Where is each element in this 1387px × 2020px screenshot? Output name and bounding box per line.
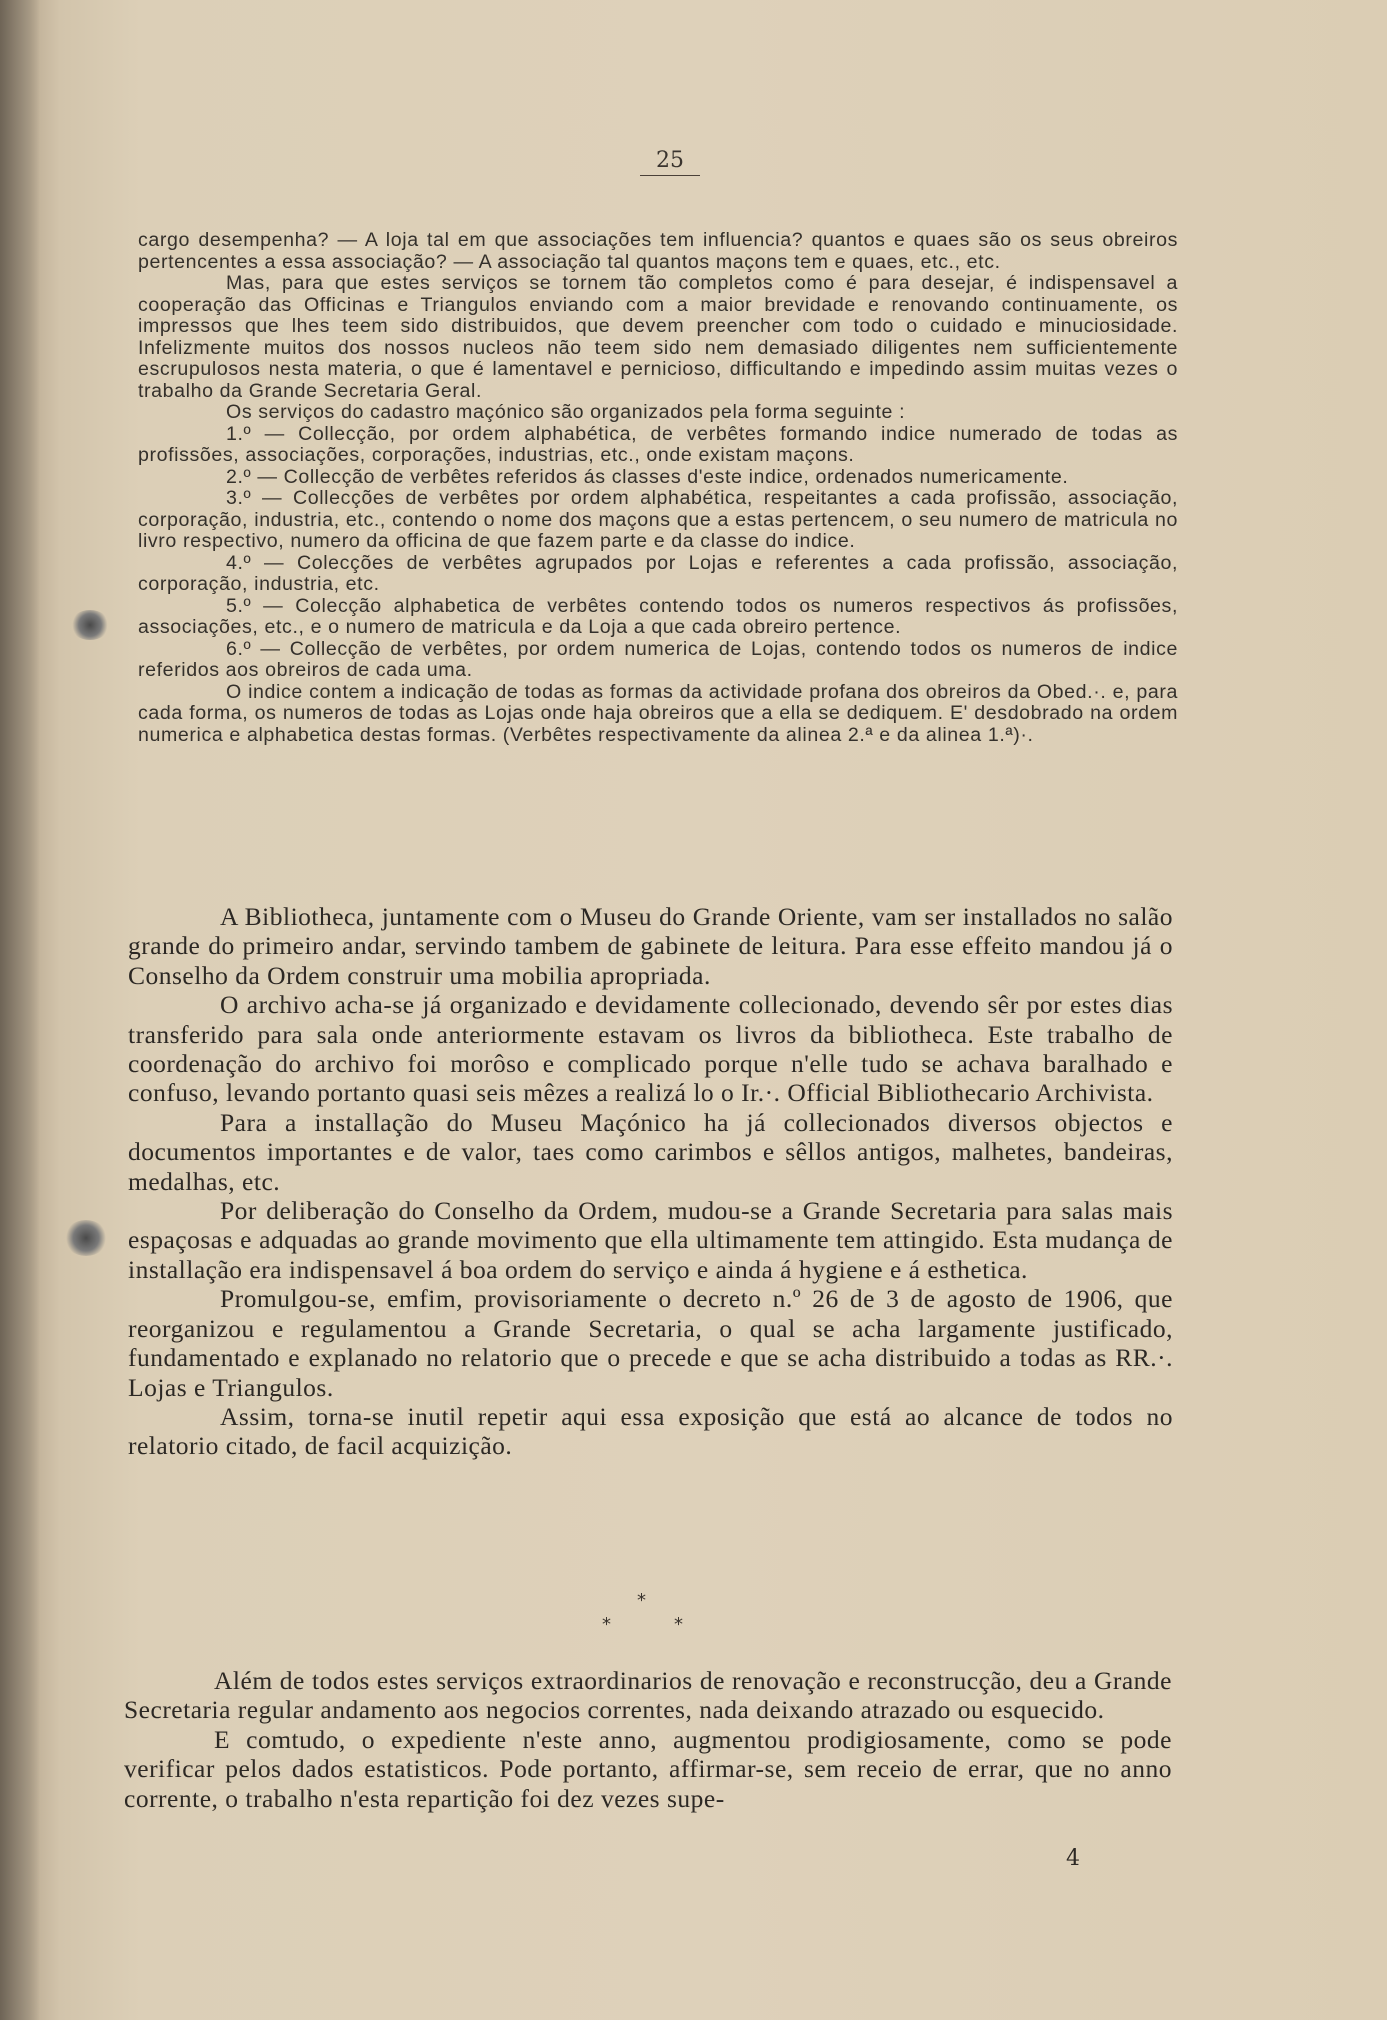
list-item: 4.º — Colecções de verbêtes agrupados por Lojas e referentes a cada profissão, associação, corporação, industria, etc. — [138, 551, 1178, 595]
paragraph: O archivo acha-se já organizado e devidamente collecionado, devendo sêr por estes dias transferido para sala onde anteriormente estavam os livros da bibliotheca. Este trabalho de coordenação do archivo foi morôso e complicado porque n'elle tudo se achava baralhado e confuso, levando portanto quasi seis mêzes a realizá lo o Ir.·. Official Bibliothecario Archivista. — [128, 990, 1173, 1108]
paragraph: Assim, torna-se inutil repetir aqui essa exposição que está ao alcance de todos no relatorio citado, de facil acquizição. — [128, 1401, 1173, 1461]
paragraph: A Bibliotheca, juntamente com o Museu do Grande Oriente, vam ser installados no salão grande do primeiro andar, servindo tambem de gabinete de leitura. Para esse effeito mandou já o Conselho da Ordem construir uma mobilia apropriada. — [128, 902, 1173, 990]
paragraph: Mas, para que estes serviços se tornem tão completos como é para desejar, é indispensavel a cooperação das Officinas e Triangulos enviando com a maior brevidade e renovando continuamente, os impressos que lhes teem sido distribuidos, que devem preencher com todo o cuidado e minuciosidade. Infelizmente muitos dos nossos nucleos não teem sido nem demasiado diligentes nem sufficientemente escrupulosos nesta materia, o que é lamentavel e pernicioso, difficultando e impedindo assim muitas vezes o trabalho da Grande Secretaria Geral. — [138, 272, 1178, 402]
list-item: 2.º — Collecção de verbêtes referidos ás classes d'este indice, ordenados numericamente. — [226, 465, 1069, 488]
paragraph: O indice contem a indicação de todas as formas da actividade profana dos obreiros da Obed.·. e, para cada forma, os numeros de todas as Lojas onde haja obreiros que a ella se dediquem. E' desdobrado na ordem numerica e alphabetica destas formas. (Verbêtes respectivamente da alinea 2.ª e da alinea 1.ª)·. — [138, 680, 1178, 746]
paragraph: Para a installação do Museu Maçónico ha já collecionados diversos objectos e documentos importantes e de valor, taes como carimbos e sêllos antigos, malhetes, bandeiras, medalhas, etc. — [128, 1107, 1173, 1196]
paragraph: Por deliberação do Conselho da Ordem, mudou-se a Grande Secretaria para salas mais espaçosas e adquadas ao grande movimento que ella ultimamente tem attingido. Esta mudança de installação era indispensavel á boa ordem do serviço e ainda á hygiene e á esthetica. — [128, 1196, 1173, 1284]
paragraph: Além de todos estes serviços extraordinarios de renovação e reconstrucção, deu a Grande Secretaria regular andamento aos negocios correntes, nada deixando atrazado ou esquecido. — [124, 1666, 1172, 1725]
book-binding-edge — [0, 0, 40, 2020]
ink-stain-mark — [70, 610, 110, 640]
page-number: 25 — [640, 148, 700, 176]
paragraph: E comtudo, o expediente n'este anno, augmentou prodigiosamente, como se pode verificar pelos dados estatisticos. Pode portanto, affirmar-se, sem receio de errar, que no anno corrente, o trabalho n'esta repartição foi dez vezes supe- — [124, 1724, 1172, 1813]
cadastro-section — [138, 230, 1178, 746]
list-item: 3.º — Collecções de verbêtes por ordem alphabética, respeitantes a cada profissão, associação, corporação, industria, etc., contendo o nome dos maçons que a estas pertencem, o seu numero de matricula no livro respectivo, numero da officina de que fazem parte e da classe do indice. — [138, 487, 1178, 552]
final-section — [124, 1666, 1172, 1813]
list-item: 1.º — Collecção, por ordem alphabética, de verbêtes formando indice numerado de todas as profissões, associações, corporações, industrias, etc., onde existam maçons. — [138, 422, 1178, 466]
paragraph: Promulgou-se, emfim, provisoriamente o decreto n.º 26 de 3 de agosto de 1906, que reorganizou e regulamentou a Grande Secretaria, o qual se acha largamente justificado, fundamentado e explanado no relatorio que o precede e que se acha distribuido a todas as RR.·. Lojas e Triangulos. — [128, 1284, 1173, 1402]
ink-stain-mark — [64, 1220, 108, 1256]
main-section — [128, 902, 1173, 1461]
paragraph: Os serviços do cadastro maçónico são organizados pela forma seguinte : — [226, 401, 906, 423]
paragraph: cargo desempenha? — A loja tal em que associações tem influencia? quantos e quaes são os seus obreiros pertencentes a essa associação? — A associação tal quantos maçons tem e quaes, etc., etc. — [138, 229, 1178, 273]
signature-mark: 4 — [1066, 1846, 1080, 1871]
asterisk-icon: * — [602, 1614, 611, 1635]
asterisk-icon: * — [637, 1590, 646, 1611]
asterism-separator — [570, 1590, 690, 1650]
list-item: 6.º — Collecção de verbêtes, por ordem numerica de Lojas, contendo todos os numeros de indice referidos aos obreiros de cada uma. — [138, 637, 1178, 681]
list-item: 5.º — Colecção alphabetica de verbêtes contendo todos os numeros respectivos ás profissões, associações, etc., e o numero de matricula e da Loja a que cada obreiro pertence. — [138, 594, 1178, 638]
asterisk-icon: * — [674, 1614, 683, 1635]
